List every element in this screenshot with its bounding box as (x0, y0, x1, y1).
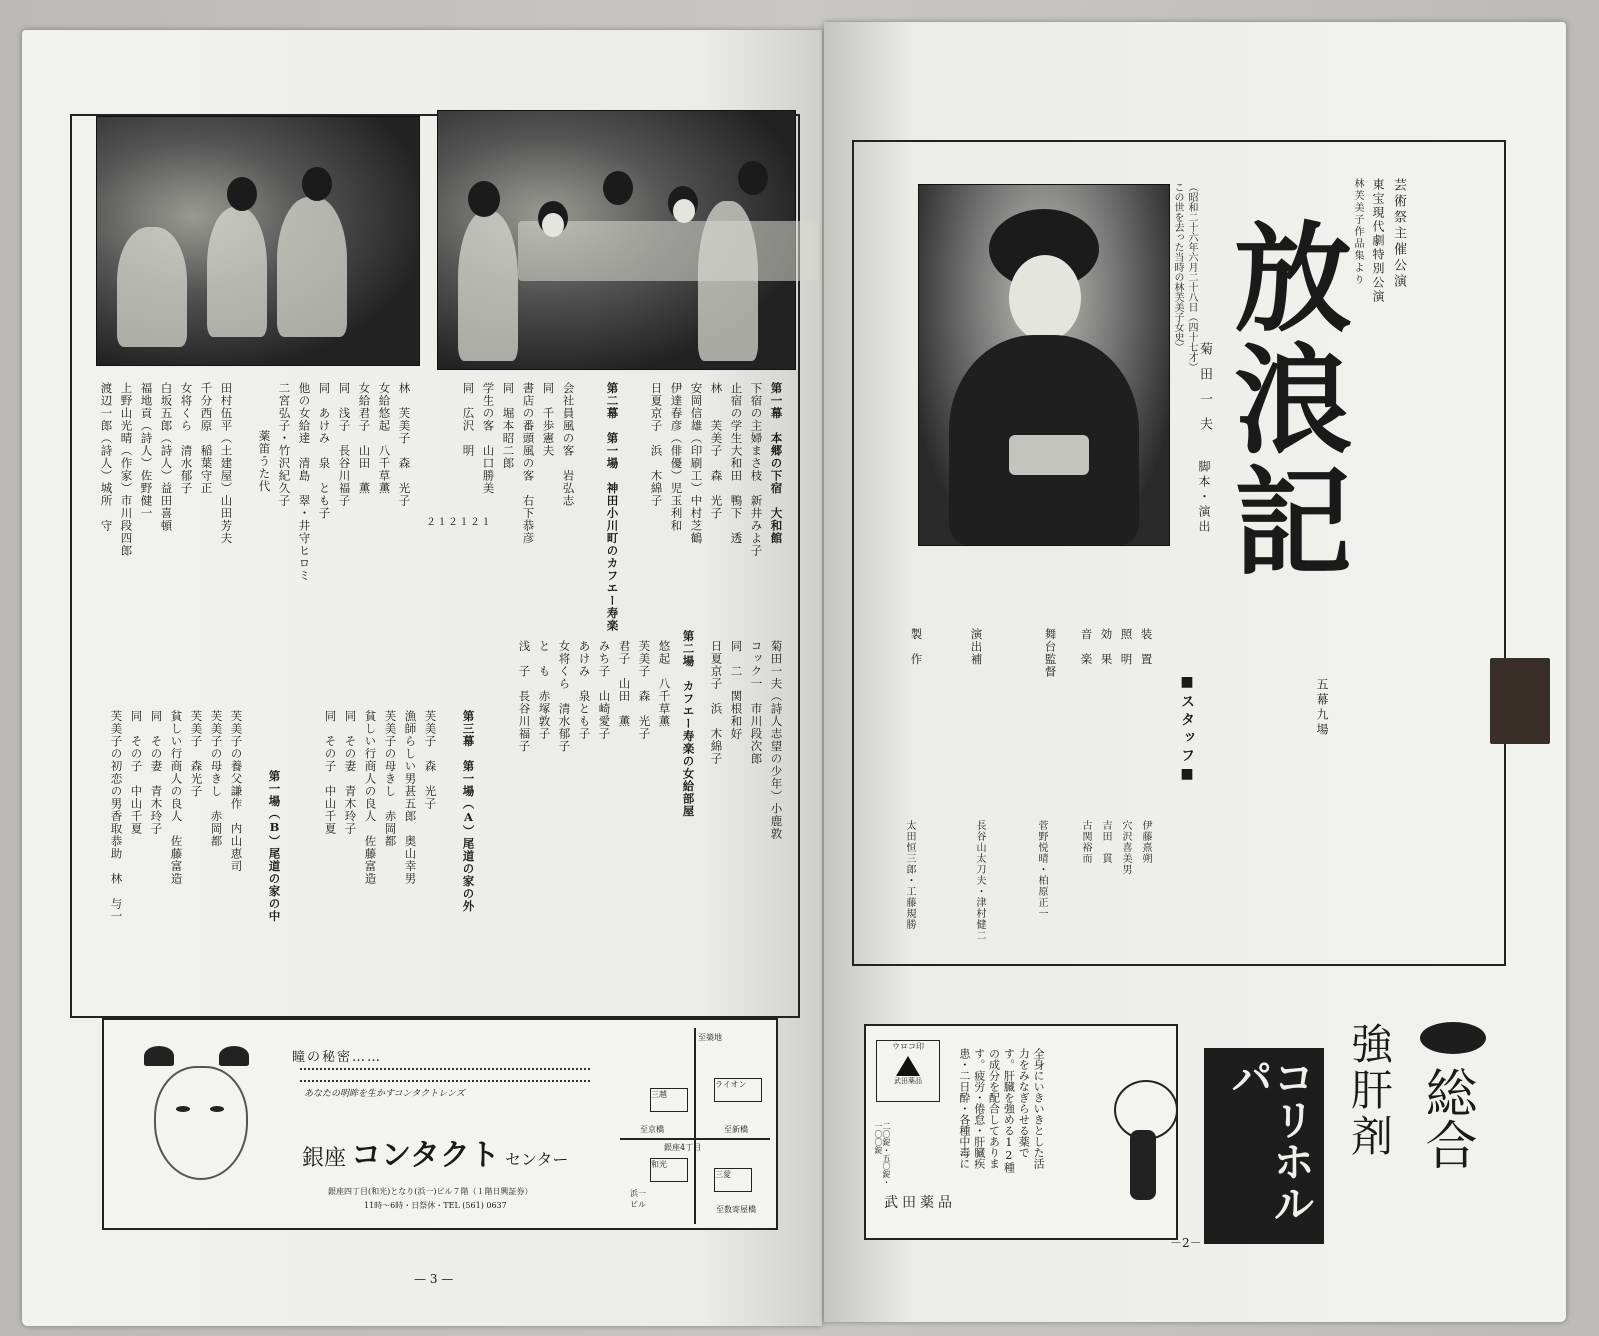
stage-photo-right (437, 110, 796, 370)
cast-line: 貧しい行商人の良人 佐藤富造 (363, 710, 378, 885)
cast-line: 伊達春彦（俳優）児玉利和 (669, 382, 684, 532)
ad-tagline: 瞳の秘密…… (292, 1050, 383, 1065)
cast-line: 千分西原 稲葉守正 (199, 382, 214, 495)
cast-line: 同 千歩憲夫 (541, 382, 556, 457)
cast-line: 同 その子 中山千夏 (129, 710, 144, 835)
cast-line: 同 堀本昭二郎 (501, 382, 516, 470)
ad-address: 銀座四丁目(和光)となり(浜一)ビル７階（１階日興証券） (328, 1187, 533, 1196)
author-role: 脚本・演出 (1197, 460, 1211, 535)
cast-line: 白坂五郎（詩人）益田喜頓 (159, 382, 174, 532)
map-label: 至新橋 (724, 1125, 748, 1134)
product-logo (1204, 1048, 1324, 1244)
cast-line: 同 浅子 長谷川福子 (337, 382, 352, 507)
ad-subtitle: あなたの明眸を生かすコンタクトレンズ (304, 1089, 465, 1099)
staff-name: 長谷山太刀夫・津村健二 (974, 820, 985, 941)
cast-line: 薬笛うた代 (257, 430, 272, 493)
maker-logo (876, 1040, 940, 1102)
left-page (22, 30, 822, 1326)
cast-line: 同 その子 中山千夏 (323, 710, 338, 835)
cast-line: 悠起 八千草薫 (657, 640, 672, 728)
right-page (824, 22, 1566, 1322)
cast-line: 同 二 関根和好 (729, 640, 744, 740)
cast-line: 女給君子 山田 薫 (357, 382, 372, 495)
cast-line: 芙美子の母きし 赤岡都 (209, 710, 224, 848)
staff-role: 演出補 (969, 628, 984, 666)
drug-copy: 全身にいきいきとした活力をみなぎらせる薬です。肝臓を強める12種の成分を配合してあります。疲労・倦怠・肝臓疾患・二日酔・各種中毒に (957, 1048, 1046, 1173)
cast-line: 林 芙美子 森 光子 (709, 382, 724, 520)
play-title: 放浪記 (1214, 216, 1352, 582)
cast-line: 書店の番頭風の客 右下恭彦 (521, 382, 536, 545)
ad-brand (302, 1130, 568, 1174)
map-label: 浜一ビル (630, 1189, 646, 1209)
act2-heading: 第二幕 第一場 神田小川町のカフエー寿楽 (605, 382, 620, 632)
staff-role: 効 果 (1099, 628, 1114, 666)
maker-name: 武田薬品 (884, 1195, 956, 1211)
page-number-right: －2－ (1170, 1236, 1202, 1250)
logo-caption: 武田薬品 (894, 1077, 922, 1085)
cast-line: 女将くら 清水郁子 (557, 640, 572, 753)
act2b-heading: 第二場 カフエー寿楽の女給部屋 (681, 630, 696, 818)
binder-clip (1490, 658, 1550, 744)
ad-map (620, 1028, 770, 1224)
acts-scenes: 五幕九場 (1315, 678, 1329, 738)
author-portrait (918, 184, 1170, 546)
cast-line: 菊田一夫（詩人志望の少年）小鹿敦 (769, 640, 784, 840)
cast-line: 芙美子の初恋の男香取恭助 林 与一 (109, 710, 124, 923)
cast-line: 芙美子の母きし 赤岡都 (383, 710, 398, 848)
cast-line: と も 赤塚敦子 (537, 640, 552, 740)
cast-line: 同 あけみ 泉 とも子 (317, 382, 332, 520)
staff-name: 古関裕而 (1080, 820, 1091, 864)
cast-line: みち子 山崎愛子 (597, 640, 612, 740)
pack-sizes: 二〇錠・五〇錠・一〇〇錠 (874, 1122, 891, 1186)
cast-line: 君子 山田 薫 (617, 640, 632, 728)
map-label: 至京橋 (640, 1125, 664, 1134)
author-name: 菊田一夫 (1197, 342, 1212, 442)
act3b-heading: 第一場（B）尾道の家の中 (267, 770, 282, 923)
cast-line: 止宿の学生大和田 鴨下 透 (729, 382, 744, 545)
cast-line: 同 広沢 明 (461, 382, 476, 457)
cast-line: 同 その妻 青木玲子 (343, 710, 358, 835)
cast-line: コック一 市川段次郎 (749, 640, 764, 765)
page-number-left: — 3 — (414, 1272, 454, 1286)
ad-hours: 11時～6時・日祭休・TEL (561) 0637 (364, 1201, 507, 1210)
map-label: 至数寄屋橋 (716, 1205, 756, 1214)
cast-line: 芙美子 森 光子 (423, 710, 438, 810)
product-category-2: 強肝剤 (1345, 1022, 1394, 1160)
act1-heading: 第一幕 本郷の下宿 大和館 (769, 382, 784, 545)
cast-line: 林 芙美子 森 光子 (397, 382, 412, 507)
product-name: コリホルパ (1225, 1056, 1316, 1224)
cast-line: 上野山光晴（作家）市川段四郎 (119, 382, 134, 557)
product-category-1: 総合 (1416, 1066, 1476, 1170)
staff-role: 照 明 (1119, 628, 1134, 666)
staff-heading: ■スタッフ■ (1179, 674, 1195, 786)
brand-prefix: 銀座 (302, 1146, 347, 1171)
staff-name: 伊藤熹朔 (1140, 820, 1151, 864)
cast-line: 女将くら 清水郁子 (179, 382, 194, 495)
portrait-caption-2: この世を去った当時の林芙美子女史） (1172, 182, 1183, 352)
cast-line: 芙美子 森光子 (189, 710, 204, 798)
map-label: 和光 (651, 1160, 667, 1169)
cast-line: 安岡信雄（印刷工）中村芝鶴 (689, 382, 704, 545)
cast-line: 浅 子 長谷川福子 (517, 640, 532, 753)
portrait-caption-1: （昭和二十六年六月二十八日（四十七才） (1186, 182, 1197, 372)
cast-line: 女給悠起 八千草薫 (377, 382, 392, 495)
map-label: 三愛 (715, 1170, 731, 1179)
staff-name: 菅野悦晴・柏原正一 (1036, 820, 1047, 919)
number-column: ２１２１２１ (426, 517, 492, 528)
cast-line: 貧しい行商人の良人 佐藤富造 (169, 710, 184, 885)
presenter-line-1: 芸術祭主催公演 (1391, 178, 1406, 290)
brand-suffix: センター (505, 1150, 569, 1169)
girl-illustration (124, 1036, 274, 1220)
ad-wave (300, 1068, 590, 1082)
act3-heading: 第三幕 第一場（A）尾道の家の外 (461, 710, 476, 913)
dot-icon (1420, 1022, 1486, 1054)
cast-line: 二宮弘子・竹沢紀久子 (277, 382, 292, 507)
cast-line: 同 その妻 青木玲子 (149, 710, 164, 835)
staff-name: 太田恒三郎・工藤規勝 (904, 820, 915, 930)
brand-name: コンタクト (351, 1138, 500, 1173)
cast-line: 福地貢（詩人）佐野健一 (139, 382, 154, 520)
presenter-line-3: 林芙美子作品集より (1352, 178, 1363, 286)
cast-line: 学生の客 山口勝美 (481, 382, 496, 495)
staff-name: 吉田 貫 (1100, 820, 1111, 864)
staff-name: 穴沢喜美男 (1120, 820, 1131, 875)
staff-role: 舞台監督 (1043, 628, 1058, 678)
staff-role: 音 楽 (1079, 628, 1094, 666)
presenter-line-2: 東宝現代劇特別公演 (1371, 178, 1385, 304)
map-label: 三越 (651, 1090, 667, 1099)
cast-line: 他の女給達 清島 翠・井守ヒロミ (297, 382, 312, 582)
map-label: 銀座4丁目 (664, 1143, 702, 1152)
map-label: 至築地 (698, 1033, 722, 1042)
map-label: ライオン (715, 1080, 747, 1089)
staff-role: 装 置 (1139, 628, 1154, 666)
triangle-icon (896, 1056, 920, 1076)
cast-line: 下宿の主婦まさ枝 新井みよ子 (749, 382, 764, 557)
maker-brand: ウロコ印 (892, 1042, 924, 1051)
cast-line: 渡辺一郎（詩人）城所 守 (99, 382, 114, 532)
cast-line: あけみ 泉とも子 (577, 640, 592, 740)
mascot-illustration (1094, 1070, 1204, 1226)
cast-line: 日夏京子 浜 木綿子 (709, 640, 724, 765)
staff-role: 製 作 (909, 628, 924, 666)
contact-lens-ad (102, 1018, 778, 1230)
cast-line: 田村伍平（土建屋）山田芳夫 (219, 382, 234, 545)
cast-line: 日夏京子 浜 木綿子 (649, 382, 664, 507)
stage-photo-left (96, 116, 420, 366)
cast-line: 漁師らしい男甚五郎 奥山幸男 (403, 710, 418, 885)
cast-line: 会社員風の客 岩弘志 (561, 382, 576, 507)
cast-line: 芙美子 森 光子 (637, 640, 652, 740)
cast-line: 芙美子の養父謙作 内山恵司 (229, 710, 244, 873)
